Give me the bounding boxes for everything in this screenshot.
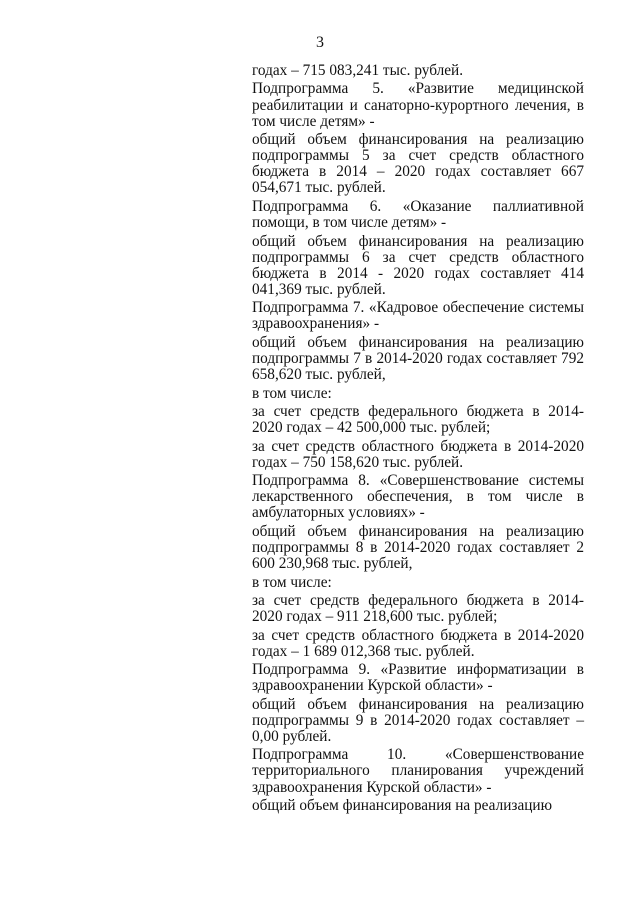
paragraph: Подпрограмма 5. «Развитие медицинской реабилитации и санаторно-курортного лечения, в том числе детям» -	[252, 80, 584, 130]
paragraph: общий объем финансирования на реализацию подпрограммы 7 в 2014-2020 годах составляет 792 658,620 тыс. рублей,	[252, 333, 584, 384]
paragraph: общий объем финансирования на реализацию подпрограммы 9 в 2014-2020 годах составляет – 0,00 рублей.	[252, 695, 584, 745]
paragraph: за счет средств федерального бюджета в 2014-2020 годах – 911 218,600 тыс. рублей;	[252, 591, 584, 626]
paragraph: годах – 715 083,241 тыс. рублей.	[252, 62, 464, 79]
paragraph: общий объем финансирования на реализацию подпрограммы 8 в 2014-2020 годах составляет 2 600 230,968 тыс. рублей,	[252, 522, 584, 573]
paragraph: за счет средств областного бюджета в 2014-2020 годах – 750 158,620 тыс. рублей.	[252, 437, 584, 471]
paragraph: общий объем финансирования на реализацию	[252, 797, 553, 815]
paragraph: за счет средств областного бюджета в 2014-2020 годах – 1 689 012,368 тыс. рублей.	[252, 626, 584, 660]
paragraph: Подпрограмма 8. «Совершенствование системы лекарственного обеспечения, в том числе в амбулаторных условиях» -	[252, 472, 584, 522]
paragraph: общий объем финансирования на реализацию подпрограммы 5 за счет средств областного бюджета в 2014 – 2020 годах составляет 667 054,671 тыс. рублей.	[252, 131, 584, 197]
document-body	[252, 63, 584, 814]
paragraph: в том числе:	[252, 573, 332, 591]
paragraph: Подпрограмма 9. «Развитие информатизации в здравоохранении Курской области» -	[252, 661, 584, 695]
paragraph: общий объем финансирования на реализацию подпрограммы 6 за счет средств областного бюджета в 2014 - 2020 годах составляет 414 041,369 тыс. рублей.	[252, 232, 584, 298]
paragraph: Подпрограмма 7. «Кадровое обеспечение системы здравоохранения» -	[252, 299, 584, 333]
paragraph: за счет средств федерального бюджета в 2014-2020 годах – 42 500,000 тыс. рублей;	[252, 403, 584, 437]
paragraph: Подпрограмма 6. «Оказание паллиативной помощи, в том числе детям» -	[252, 197, 584, 232]
paragraph: в том числе:	[252, 384, 332, 402]
paragraph: Подпрограмма 10. «Совершенствование территориального планирования учреждений здравоохранения Курской области» -	[252, 746, 584, 796]
page-number: 3	[316, 34, 324, 51]
